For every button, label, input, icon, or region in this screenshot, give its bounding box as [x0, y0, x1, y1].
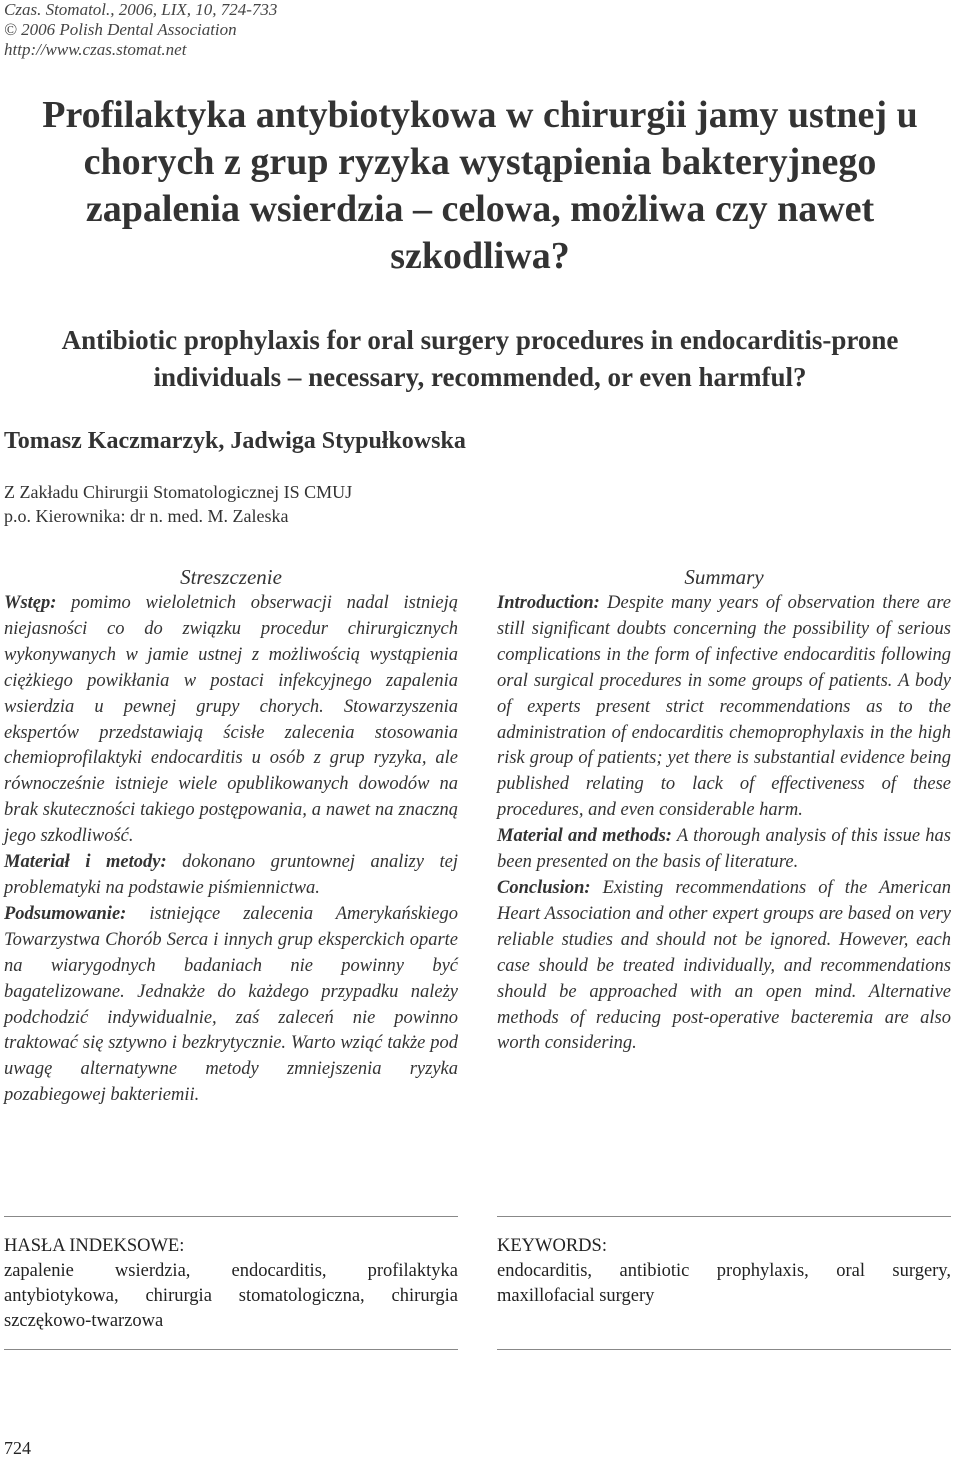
journal-url[interactable]: http://www.czas.stomat.net: [4, 40, 187, 59]
divider-left-top: [4, 1216, 458, 1217]
text-material: dokonano gruntownej analizy tej problematyki na podstawie piśmiennictwa.: [4, 852, 458, 898]
page-number: 724: [4, 1438, 31, 1458]
journal-citation: Czas. Stomatol., 2006, LIX, 10, 724-733: [4, 0, 278, 19]
text-podsumowanie: istniejące zalecenia Amerykańskiego Towarzystwa Chorób Serca i innych grup eksperckich oparte na wiarygodnych badaniach nie powinny być bagatelizowane. Jednakże do każdego przypadku należy podchodzić indywidualnie, zaś zaleceń nie powinno traktować się sztywno i bezkrytycznie. Warto wziąć także pod uwagę alternatywne metody zmniejszenia ryzyka pozabiegowej bakteriemii.: [4, 903, 458, 1106]
journal-header: [4, 0, 277, 60]
abstract-english: [497, 563, 951, 1057]
affiliation-line-2: p.o. Kierownika: dr n. med. M. Zaleska: [4, 506, 289, 526]
affiliation: [4, 480, 352, 528]
label-conclusion: Conclusion:: [497, 877, 591, 898]
text-introduction: Despite many years of observation there are still significant doubts concerning the possibility of serious complications in the form of infective endocarditis following oral surgical procedures in some groups of patients. A body of experts present strict recommendations as to the administration of endocarditis chemoprophylaxis in the high risk group of patients; yet there is substantial evidence being published relating to lack of effectiveness of these procedures, and even considerable harm.: [497, 593, 951, 821]
divider-right-top: [497, 1216, 951, 1217]
text-wstep: pomimo wieloletnich obserwacji nadal istnieją niejasności co do związku procedur chirurgicznych wykonywanych w jamie ustnej z możliwością wystąpienia ciężkiego powikłania w postaci infekcyjnego zapalenia wsierdzia u pewnej grupy chorych. Stowarzyszenia ekspertów przedstawiają ścisłe zalecenia stosowania chemioprofilaktyki endocarditis u osób z grup ryzyka, ale równocześnie istnieje wiele opublikowanych dowodów na brak skuteczności takiego postępowania, a nawet na znaczną jego szkodliwość.: [4, 593, 458, 847]
abstract-english-methods: [497, 824, 951, 876]
abstract-english-title: Summary: [684, 565, 764, 589]
affiliation-line-1: Z Zakładu Chirurgii Stomatologicznej IS CMUJ: [4, 482, 353, 502]
keywords-polish: [4, 1234, 458, 1334]
abstract-polish-conclusion: [4, 902, 458, 1109]
label-podsumowanie: Podsumowanie:: [4, 903, 127, 924]
divider-right-bottom: [497, 1349, 951, 1350]
keywords-english-text: endocarditis, antibiotic prophylaxis, oral surgery, maxillofacial surgery: [497, 1261, 951, 1306]
label-material-methods: Material and methods:: [497, 826, 672, 847]
abstract-polish-methods: [4, 850, 458, 902]
label-introduction: Introduction:: [497, 593, 600, 613]
keywords-english-heading: KEYWORDS:: [497, 1236, 607, 1256]
abstract-english-intro: [497, 591, 951, 824]
abstract-english-conclusion: [497, 876, 951, 1057]
title-polish: Profilaktyka antybiotykowa w chirurgii jamy ustnej u chorych z grup ryzyka wystąpienia bakteryjnego zapalenia wsierdzia – celowa, możliwa czy nawet szkodliwa?: [42, 94, 918, 277]
keywords-polish-heading: HASŁA INDEKSOWE:: [4, 1236, 185, 1256]
label-material: Materiał i metody:: [4, 852, 167, 873]
label-wstep: Wstęp:: [4, 593, 57, 613]
text-conclusion: Existing recommendations of the American Heart Association and other expert groups are based on very reliable studies and should not be ignored. However, each case should be treated individually, and recommendations should be approached with an open mind. Alternative methods of reducing post-operative bacteremia are also worth considering.: [497, 877, 951, 1054]
text-material-methods: A thorough analysis of this issue has been presented on the basis of literature.: [497, 826, 951, 873]
authors: Tomasz Kaczmarzyk, Jadwiga Stypułkowska: [4, 428, 466, 454]
title-english: Antibiotic prophylaxis for oral surgery procedures in endocarditis-prone individuals – necessary, recommended, or even harmful?: [61, 325, 899, 392]
copyright-line: © 2006 Polish Dental Association: [4, 20, 237, 39]
abstract-polish-intro: [4, 591, 458, 850]
abstract-polish-title: Streszczenie: [180, 565, 282, 589]
keywords-polish-text: zapalenie wsierdzia, endocarditis, profilaktyka antybiotykowa, chirurgia stomatologiczna, chirurgia szczękowo-twarzowa: [4, 1261, 458, 1331]
keywords-english: [497, 1234, 951, 1309]
divider-left-bottom: [4, 1349, 458, 1350]
abstract-polish: [4, 563, 458, 1109]
